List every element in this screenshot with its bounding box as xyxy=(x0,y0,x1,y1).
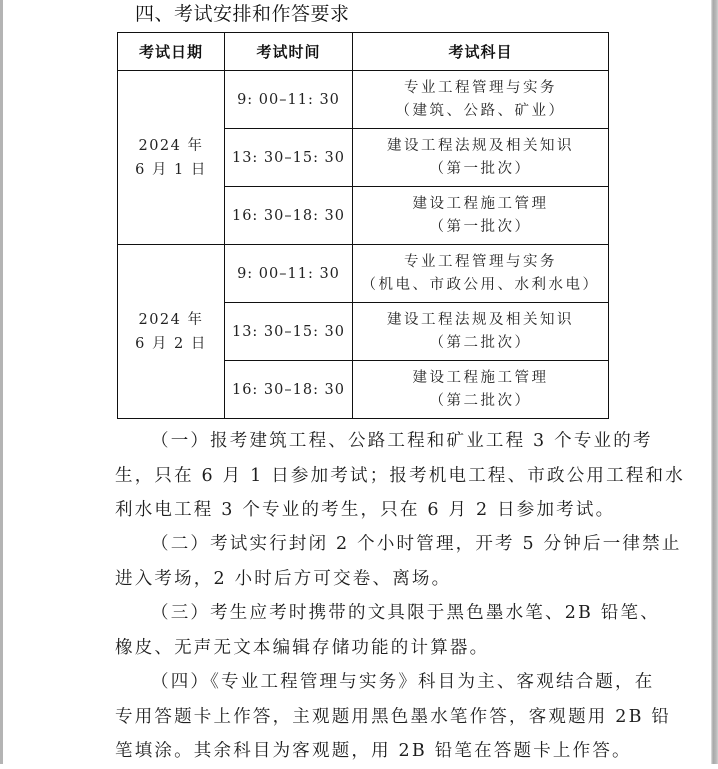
paragraph-line: 进入考场，2 小时后方可交卷、离场。 xyxy=(115,568,452,589)
page-edge-left xyxy=(0,0,3,764)
subject-note: （建筑、公路、矿业） xyxy=(395,102,566,119)
paragraph-3 xyxy=(115,596,660,665)
header-exam-subject: 考试科目 xyxy=(353,33,609,71)
subject-name: 建设工程施工管理 xyxy=(412,195,549,212)
paragraph-line: 生，只在 6 月 1 日参加考试；报考机电工程、市政公用工程和水 xyxy=(115,465,685,486)
table-row xyxy=(118,245,609,303)
subject-cell xyxy=(353,187,609,245)
time-cell: 16: 30–18: 30 xyxy=(225,187,353,245)
time-cell: 13: 30–15: 30 xyxy=(225,303,353,361)
date-day: 6 月 2 日 xyxy=(135,335,207,352)
subject-cell xyxy=(353,361,609,419)
paragraph-line: 专用答题卡上作答，主观题用黑色墨水笔作答，客观题用 2B 铅 xyxy=(115,706,672,727)
header-exam-date: 考试日期 xyxy=(118,33,225,71)
exam-schedule-table xyxy=(117,32,609,419)
subject-cell xyxy=(353,303,609,361)
table-row xyxy=(118,71,609,129)
subject-name: 建设工程法规及相关知识 xyxy=(387,137,574,154)
paragraph-line: （一）报考建筑工程、公路工程和矿业工程 3 个专业的考 xyxy=(151,431,653,451)
paragraph-1 xyxy=(115,424,685,528)
page-edge-right xyxy=(711,0,718,764)
time-cell: 9: 00–11: 30 xyxy=(225,71,353,129)
time-cell: 9: 00–11: 30 xyxy=(225,245,353,303)
date-year: 2024 年 xyxy=(138,311,204,328)
header-exam-time: 考试时间 xyxy=(225,33,353,71)
subject-note: （第二批次） xyxy=(429,392,532,409)
paragraph-line: 笔填涂。其余科目为客观题，用 2B 铅笔在答题卡上作答。 xyxy=(115,741,632,761)
subject-cell xyxy=(353,245,609,303)
time-cell: 13: 30–15: 30 xyxy=(225,129,353,187)
paragraph-line: 橡皮、无声无文本编辑存储功能的计算器。 xyxy=(115,637,490,658)
date-day: 6 月 1 日 xyxy=(135,161,207,178)
subject-note: （机电、市政公用、水利水电） xyxy=(361,276,600,293)
subject-note: （第一批次） xyxy=(429,160,532,177)
table-header-row xyxy=(118,33,609,71)
subject-cell xyxy=(353,129,609,187)
subject-name: 建设工程施工管理 xyxy=(412,369,549,386)
date-year: 2024 年 xyxy=(138,137,204,154)
paragraph-2 xyxy=(115,527,682,596)
date-cell xyxy=(118,71,225,245)
section-title: 四、考试安排和作答要求 xyxy=(135,3,350,25)
paragraph-line: （二）考试实行封闭 2 个小时管理，开考 5 分钟后一律禁止 xyxy=(151,534,682,554)
date-cell xyxy=(118,245,225,419)
paragraph-line: （四）《专业工程管理与实务》科目为主、客观结合题，在 xyxy=(151,672,655,692)
subject-note: （第一批次） xyxy=(429,218,532,235)
subject-note: （第二批次） xyxy=(429,334,532,351)
paragraph-line: （三）考生应考时携带的文具限于黑色墨水笔、2B 铅笔、 xyxy=(151,603,660,623)
subject-name: 建设工程法规及相关知识 xyxy=(387,311,574,328)
subject-name: 专业工程管理与实务 xyxy=(404,79,557,96)
paragraph-line: 利水电工程 3 个专业的考生，只在 6 月 2 日参加考试。 xyxy=(115,500,616,520)
paragraph-4 xyxy=(115,665,672,769)
subject-cell xyxy=(353,71,609,129)
time-cell: 16: 30–18: 30 xyxy=(225,361,353,419)
subject-name: 专业工程管理与实务 xyxy=(404,253,557,270)
